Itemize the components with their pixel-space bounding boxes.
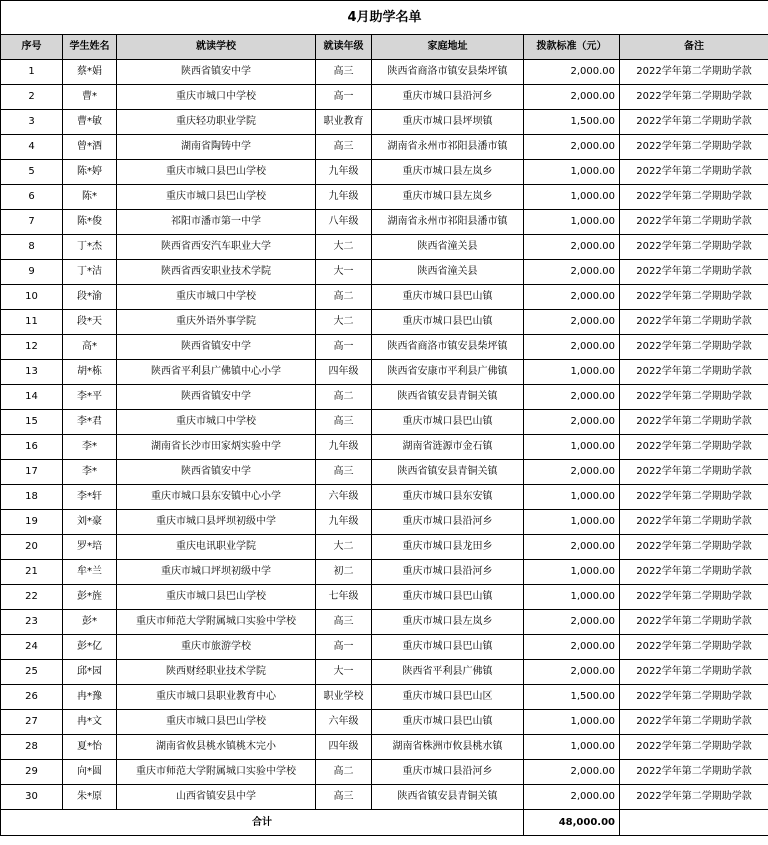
grade-cell: 高一 <box>316 335 372 360</box>
table-row <box>1 660 768 685</box>
school-cell: 祁阳市潘市第一中学 <box>117 210 316 235</box>
address-cell: 重庆市城口县巴山镇 <box>372 310 524 335</box>
address-cell: 重庆市城口县坪坝镇 <box>372 110 524 135</box>
amount-cell: 2,000.00 <box>524 610 620 635</box>
student-name-cell: 冉*文 <box>63 710 117 735</box>
student-name-cell: 彭*旌 <box>63 585 117 610</box>
amount-cell: 1,000.00 <box>524 585 620 610</box>
student-name-cell: 李*轩 <box>63 485 117 510</box>
school-cell: 重庆电讯职业学院 <box>117 535 316 560</box>
table-row <box>1 135 768 160</box>
index-cell: 26 <box>1 685 63 710</box>
address-cell: 重庆市城口县巴山镇 <box>372 710 524 735</box>
address-cell: 重庆市城口县左岚乡 <box>372 610 524 635</box>
school-cell: 陕西省镇安中学 <box>117 335 316 360</box>
address-cell: 陕西省潼关县 <box>372 235 524 260</box>
student-name-cell: 曹*敏 <box>63 110 117 135</box>
table-row <box>1 685 768 710</box>
amount-cell: 2,000.00 <box>524 460 620 485</box>
header-address: 家庭地址 <box>372 35 524 60</box>
grade-cell: 九年级 <box>316 160 372 185</box>
header-student-name: 学生姓名 <box>63 35 117 60</box>
index-cell: 4 <box>1 135 63 160</box>
school-cell: 湖南省攸县桃水镇桃木完小 <box>117 735 316 760</box>
school-cell: 重庆市城口中学校 <box>117 85 316 110</box>
remark-cell: 2022学年第二学期助学款 <box>620 635 768 660</box>
index-cell: 21 <box>1 560 63 585</box>
address-cell: 重庆市城口县巴山镇 <box>372 285 524 310</box>
grade-cell: 大二 <box>316 535 372 560</box>
remark-cell: 2022学年第二学期助学款 <box>620 310 768 335</box>
table-row <box>1 385 768 410</box>
school-cell: 重庆外语外事学院 <box>117 310 316 335</box>
school-cell: 重庆市城口中学校 <box>117 410 316 435</box>
address-cell: 重庆市城口县东安镇 <box>372 485 524 510</box>
index-cell: 12 <box>1 335 63 360</box>
amount-cell: 2,000.00 <box>524 235 620 260</box>
grade-cell: 大二 <box>316 310 372 335</box>
remark-cell: 2022学年第二学期助学款 <box>620 160 768 185</box>
student-name-cell: 朱*原 <box>63 785 117 810</box>
grade-cell: 大一 <box>316 260 372 285</box>
index-cell: 15 <box>1 410 63 435</box>
index-cell: 16 <box>1 435 63 460</box>
school-cell: 重庆市城口县职业教育中心 <box>117 685 316 710</box>
remark-cell: 2022学年第二学期助学款 <box>620 460 768 485</box>
student-name-cell: 刘*豪 <box>63 510 117 535</box>
header-amount: 拨款标准（元） <box>524 35 620 60</box>
address-cell: 重庆市城口县巴山镇 <box>372 635 524 660</box>
index-cell: 24 <box>1 635 63 660</box>
page-title: 4月助学名单 <box>1 1 768 35</box>
remark-cell: 2022学年第二学期助学款 <box>620 285 768 310</box>
address-cell: 重庆市城口县沿河乡 <box>372 85 524 110</box>
grade-cell: 八年级 <box>316 210 372 235</box>
student-name-cell: 段*渝 <box>63 285 117 310</box>
student-name-cell: 夏*怡 <box>63 735 117 760</box>
amount-cell: 1,000.00 <box>524 485 620 510</box>
address-cell: 陕西省镇安县青铜关镇 <box>372 785 524 810</box>
address-cell: 重庆市城口县沿河乡 <box>372 760 524 785</box>
remark-cell: 2022学年第二学期助学款 <box>620 510 768 535</box>
school-cell: 重庆市旅游学校 <box>117 635 316 660</box>
student-name-cell: 丁*洁 <box>63 260 117 285</box>
address-cell: 重庆市城口县巴山镇 <box>372 585 524 610</box>
student-name-cell: 曾*酒 <box>63 135 117 160</box>
table-row <box>1 360 768 385</box>
grade-cell: 四年级 <box>316 735 372 760</box>
remark-cell: 2022学年第二学期助学款 <box>620 185 768 210</box>
table-row <box>1 710 768 735</box>
school-cell: 重庆市师范大学附属城口实验中学校 <box>117 760 316 785</box>
remark-cell: 2022学年第二学期助学款 <box>620 585 768 610</box>
remark-cell: 2022学年第二学期助学款 <box>620 435 768 460</box>
total-label: 合计 <box>1 810 524 836</box>
amount-cell: 2,000.00 <box>524 260 620 285</box>
remark-cell: 2022学年第二学期助学款 <box>620 710 768 735</box>
amount-cell: 1,000.00 <box>524 510 620 535</box>
remark-cell: 2022学年第二学期助学款 <box>620 785 768 810</box>
grade-cell: 六年级 <box>316 710 372 735</box>
table-row <box>1 785 768 810</box>
address-cell: 陕西省镇安县青铜关镇 <box>372 385 524 410</box>
grade-cell: 四年级 <box>316 360 372 385</box>
grade-cell: 职业教育 <box>316 110 372 135</box>
student-name-cell: 陈* <box>63 185 117 210</box>
index-cell: 17 <box>1 460 63 485</box>
student-name-cell: 彭*亿 <box>63 635 117 660</box>
table-row <box>1 185 768 210</box>
school-cell: 重庆轻功职业学院 <box>117 110 316 135</box>
index-cell: 11 <box>1 310 63 335</box>
address-cell: 重庆市城口县左岚乡 <box>372 185 524 210</box>
amount-cell: 2,000.00 <box>524 310 620 335</box>
student-name-cell: 李*平 <box>63 385 117 410</box>
grade-cell: 职业学校 <box>316 685 372 710</box>
grade-cell: 高二 <box>316 285 372 310</box>
table-row <box>1 60 768 85</box>
grade-cell: 高三 <box>316 135 372 160</box>
student-name-cell: 彭* <box>63 610 117 635</box>
address-cell: 重庆市城口县巴山镇 <box>372 410 524 435</box>
table-row <box>1 460 768 485</box>
address-cell: 陕西省安康市平利县广佛镇 <box>372 360 524 385</box>
student-name-cell: 罗*培 <box>63 535 117 560</box>
index-cell: 1 <box>1 60 63 85</box>
student-name-cell: 邱*园 <box>63 660 117 685</box>
index-cell: 18 <box>1 485 63 510</box>
table-row <box>1 310 768 335</box>
table-row <box>1 435 768 460</box>
grade-cell: 高二 <box>316 385 372 410</box>
amount-cell: 1,500.00 <box>524 685 620 710</box>
index-cell: 25 <box>1 660 63 685</box>
title-row <box>1 1 768 35</box>
grade-cell: 初二 <box>316 560 372 585</box>
grade-cell: 高三 <box>316 785 372 810</box>
remark-cell: 2022学年第二学期助学款 <box>620 110 768 135</box>
table-row <box>1 510 768 535</box>
student-name-cell: 丁*杰 <box>63 235 117 260</box>
student-name-cell: 李* <box>63 460 117 485</box>
amount-cell: 2,000.00 <box>524 385 620 410</box>
amount-cell: 2,000.00 <box>524 410 620 435</box>
remark-cell: 2022学年第二学期助学款 <box>620 260 768 285</box>
grade-cell: 高三 <box>316 60 372 85</box>
index-cell: 10 <box>1 285 63 310</box>
table-row <box>1 210 768 235</box>
amount-cell: 1,000.00 <box>524 435 620 460</box>
remark-cell: 2022学年第二学期助学款 <box>620 760 768 785</box>
grade-cell: 高三 <box>316 610 372 635</box>
remark-cell: 2022学年第二学期助学款 <box>620 85 768 110</box>
school-cell: 山西省镇安县中学 <box>117 785 316 810</box>
table-row <box>1 285 768 310</box>
amount-cell: 1,000.00 <box>524 360 620 385</box>
grade-cell: 高一 <box>316 635 372 660</box>
school-cell: 重庆市城口县巴山学校 <box>117 585 316 610</box>
address-cell: 陕西省商洛市镇安县柴坪镇 <box>372 60 524 85</box>
grade-cell: 七年级 <box>316 585 372 610</box>
table-row <box>1 735 768 760</box>
index-cell: 29 <box>1 760 63 785</box>
grade-cell: 高一 <box>316 85 372 110</box>
remark-cell: 2022学年第二学期助学款 <box>620 385 768 410</box>
table-row <box>1 110 768 135</box>
remark-cell: 2022学年第二学期助学款 <box>620 335 768 360</box>
student-name-cell: 曹* <box>63 85 117 110</box>
header-remark: 备注 <box>620 35 768 60</box>
student-name-cell: 陈*俊 <box>63 210 117 235</box>
school-cell: 重庆市城口县巴山学校 <box>117 185 316 210</box>
amount-cell: 2,000.00 <box>524 760 620 785</box>
table-row <box>1 535 768 560</box>
address-cell: 陕西省潼关县 <box>372 260 524 285</box>
table-row <box>1 160 768 185</box>
table-row <box>1 335 768 360</box>
address-cell: 重庆市城口县龙田乡 <box>372 535 524 560</box>
student-name-cell: 陈*婷 <box>63 160 117 185</box>
amount-cell: 2,000.00 <box>524 85 620 110</box>
amount-cell: 2,000.00 <box>524 285 620 310</box>
index-cell: 13 <box>1 360 63 385</box>
remark-cell: 2022学年第二学期助学款 <box>620 210 768 235</box>
amount-cell: 1,000.00 <box>524 185 620 210</box>
school-cell: 陕西省平利县广佛镇中心小学 <box>117 360 316 385</box>
school-cell: 湖南省长沙市田家炳实验中学 <box>117 435 316 460</box>
student-name-cell: 李* <box>63 435 117 460</box>
school-cell: 重庆市城口县东安镇中心小学 <box>117 485 316 510</box>
remark-cell: 2022学年第二学期助学款 <box>620 135 768 160</box>
student-name-cell: 胡*栋 <box>63 360 117 385</box>
school-cell: 重庆市城口县巴山学校 <box>117 710 316 735</box>
grade-cell: 高三 <box>316 410 372 435</box>
total-row <box>1 810 768 836</box>
amount-cell: 2,000.00 <box>524 660 620 685</box>
index-cell: 2 <box>1 85 63 110</box>
student-name-cell: 冉*豫 <box>63 685 117 710</box>
amount-cell: 2,000.00 <box>524 60 620 85</box>
index-cell: 7 <box>1 210 63 235</box>
address-cell: 陕西省平利县广佛镇 <box>372 660 524 685</box>
index-cell: 3 <box>1 110 63 135</box>
remark-cell: 2022学年第二学期助学款 <box>620 685 768 710</box>
amount-cell: 2,000.00 <box>524 135 620 160</box>
index-cell: 27 <box>1 710 63 735</box>
amount-cell: 1,000.00 <box>524 560 620 585</box>
amount-cell: 2,000.00 <box>524 535 620 560</box>
amount-cell: 2,000.00 <box>524 635 620 660</box>
table-row <box>1 760 768 785</box>
student-name-cell: 李*君 <box>63 410 117 435</box>
remark-cell: 2022学年第二学期助学款 <box>620 360 768 385</box>
address-cell: 重庆市城口县左岚乡 <box>372 160 524 185</box>
amount-cell: 1,500.00 <box>524 110 620 135</box>
school-cell: 陕西省镇安中学 <box>117 385 316 410</box>
index-cell: 14 <box>1 385 63 410</box>
student-name-cell: 高* <box>63 335 117 360</box>
index-cell: 9 <box>1 260 63 285</box>
index-cell: 5 <box>1 160 63 185</box>
grade-cell: 六年级 <box>316 485 372 510</box>
remark-cell: 2022学年第二学期助学款 <box>620 560 768 585</box>
school-cell: 陕西省西安职业技术学院 <box>117 260 316 285</box>
address-cell: 重庆市城口县巴山区 <box>372 685 524 710</box>
header-school: 就读学校 <box>117 35 316 60</box>
remark-cell: 2022学年第二学期助学款 <box>620 735 768 760</box>
total-amount: 48,000.00 <box>524 810 620 836</box>
index-cell: 8 <box>1 235 63 260</box>
remark-cell: 2022学年第二学期助学款 <box>620 535 768 560</box>
grade-cell: 九年级 <box>316 510 372 535</box>
table-row <box>1 410 768 435</box>
table-row <box>1 260 768 285</box>
grade-cell: 大一 <box>316 660 372 685</box>
remark-cell: 2022学年第二学期助学款 <box>620 660 768 685</box>
table-row <box>1 85 768 110</box>
address-cell: 湖南省永州市祁阳县潘市镇 <box>372 135 524 160</box>
remark-cell: 2022学年第二学期助学款 <box>620 410 768 435</box>
school-cell: 陕西财经职业技术学院 <box>117 660 316 685</box>
address-cell: 湖南省永州市祁阳县潘市镇 <box>372 210 524 235</box>
school-cell: 陕西省西安汽车职业大学 <box>117 235 316 260</box>
remark-cell: 2022学年第二学期助学款 <box>620 485 768 510</box>
amount-cell: 1,000.00 <box>524 735 620 760</box>
school-cell: 重庆市师范大学附属城口实验中学校 <box>117 610 316 635</box>
header-row <box>1 35 768 60</box>
grade-cell: 九年级 <box>316 185 372 210</box>
address-cell: 陕西省镇安县青铜关镇 <box>372 460 524 485</box>
school-cell: 重庆市城口坪坝初级中学 <box>117 560 316 585</box>
table-row <box>1 560 768 585</box>
grade-cell: 九年级 <box>316 435 372 460</box>
student-name-cell: 蔡*娟 <box>63 60 117 85</box>
index-cell: 6 <box>1 185 63 210</box>
student-name-cell: 向*圆 <box>63 760 117 785</box>
table-row <box>1 485 768 510</box>
table-row <box>1 235 768 260</box>
school-cell: 重庆市城口县坪坝初级中学 <box>117 510 316 535</box>
address-cell: 重庆市城口县沿河乡 <box>372 510 524 535</box>
total-remark-empty <box>620 810 768 836</box>
school-cell: 重庆市城口县巴山学校 <box>117 160 316 185</box>
remark-cell: 2022学年第二学期助学款 <box>620 60 768 85</box>
student-name-cell: 段*天 <box>63 310 117 335</box>
school-cell: 陕西省镇安中学 <box>117 460 316 485</box>
table-row <box>1 635 768 660</box>
amount-cell: 2,000.00 <box>524 335 620 360</box>
address-cell: 湖南省涟源市金石镇 <box>372 435 524 460</box>
address-cell: 重庆市城口县沿河乡 <box>372 560 524 585</box>
header-index: 序号 <box>1 35 63 60</box>
header-grade: 就读年级 <box>316 35 372 60</box>
address-cell: 陕西省商洛市镇安县柴坪镇 <box>372 335 524 360</box>
amount-cell: 2,000.00 <box>524 785 620 810</box>
grade-cell: 高三 <box>316 460 372 485</box>
school-cell: 重庆市城口中学校 <box>117 285 316 310</box>
index-cell: 28 <box>1 735 63 760</box>
amount-cell: 1,000.00 <box>524 710 620 735</box>
grade-cell: 高二 <box>316 760 372 785</box>
grade-cell: 大二 <box>316 235 372 260</box>
index-cell: 19 <box>1 510 63 535</box>
index-cell: 23 <box>1 610 63 635</box>
amount-cell: 1,000.00 <box>524 210 620 235</box>
amount-cell: 1,000.00 <box>524 160 620 185</box>
table-row <box>1 610 768 635</box>
school-cell: 湖南省陶铸中学 <box>117 135 316 160</box>
remark-cell: 2022学年第二学期助学款 <box>620 610 768 635</box>
index-cell: 22 <box>1 585 63 610</box>
index-cell: 30 <box>1 785 63 810</box>
table-row <box>1 585 768 610</box>
index-cell: 20 <box>1 535 63 560</box>
remark-cell: 2022学年第二学期助学款 <box>620 235 768 260</box>
school-cell: 陕西省镇安中学 <box>117 60 316 85</box>
address-cell: 湖南省株洲市攸县桃水镇 <box>372 735 524 760</box>
student-name-cell: 牟*兰 <box>63 560 117 585</box>
